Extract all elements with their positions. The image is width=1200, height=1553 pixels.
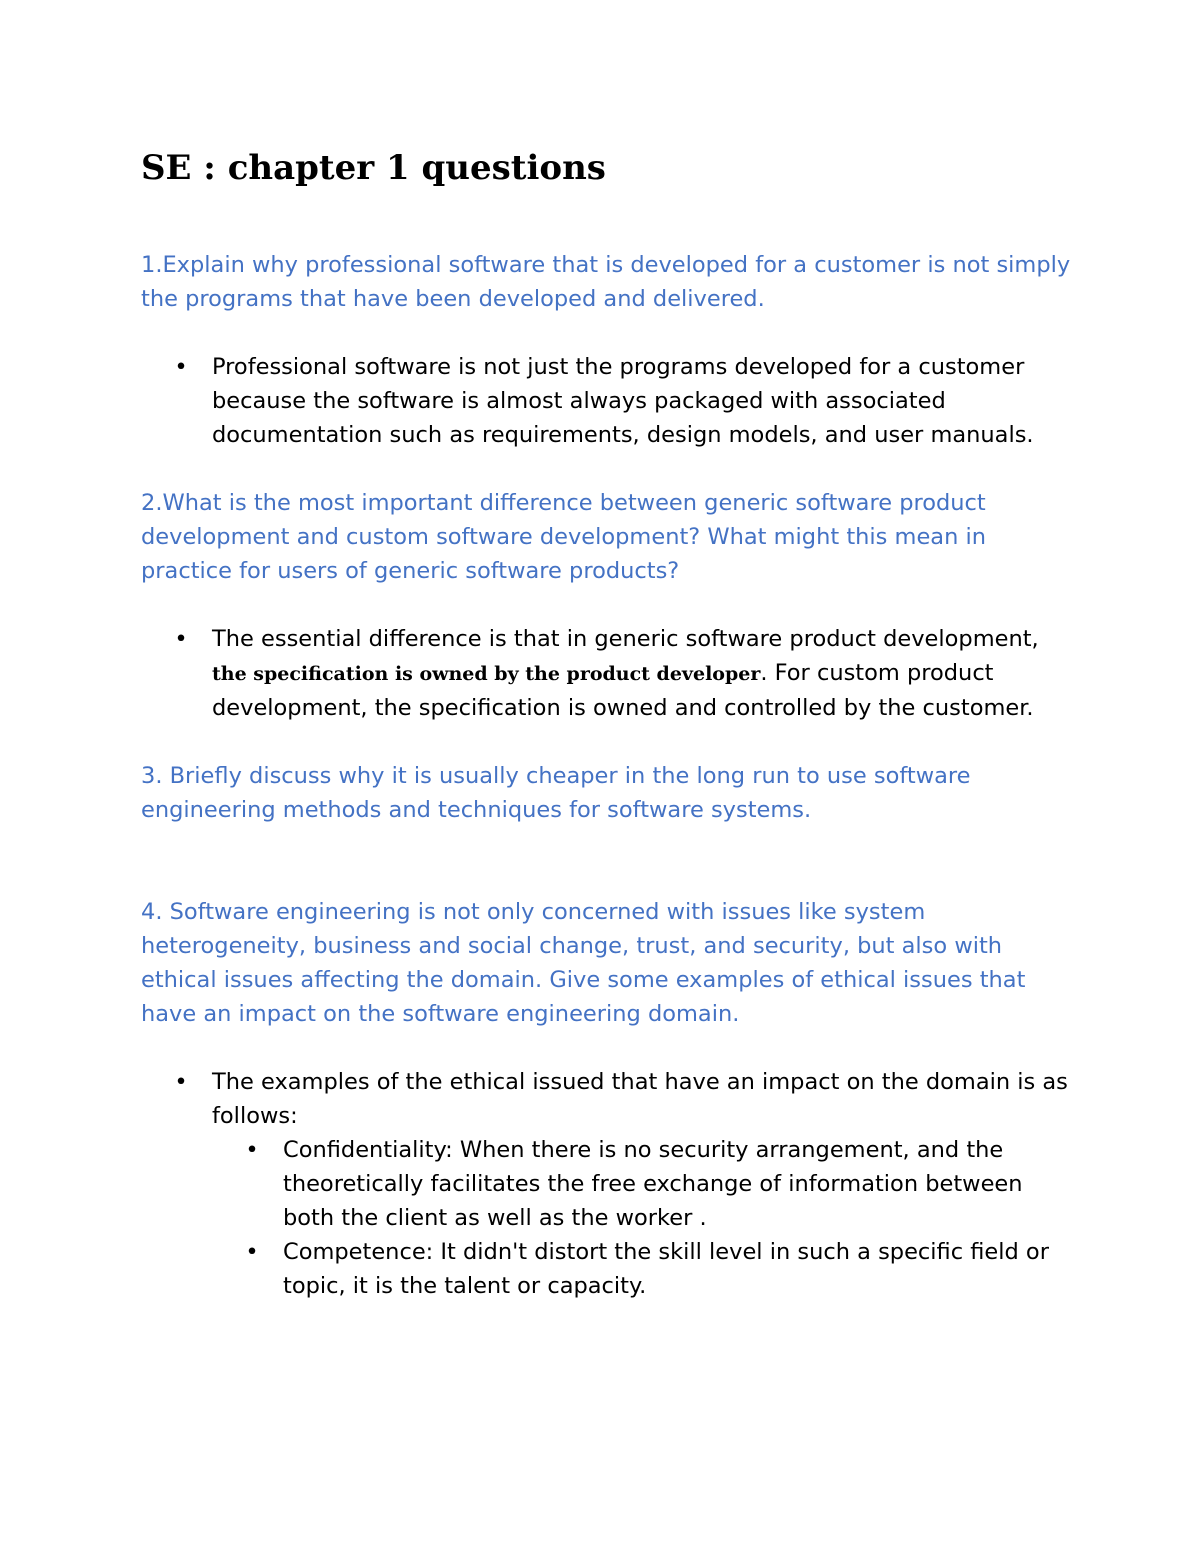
- ethical-issue-text: Competence: It didn't distort the skill level in such a specific field or topic, it is the talent or capacity.: [283, 1239, 1049, 1299]
- question-3: 3. Briefly discuss why it is usually cheaper in the long run to use software engineering methods and techniques for software systems.: [141, 763, 971, 823]
- ethical-issue-text: Confidentiality: When there is no security arrangement, and the theoretically facilitates the free exchange of information between both the client as well as the worker .: [283, 1137, 1023, 1231]
- spacer: [141, 316, 1071, 350]
- answer-2: [141, 622, 1071, 725]
- bullet-icon: •: [245, 1239, 259, 1265]
- answer-4-intro: The examples of the ethical issued that have an impact on the domain is as follows:: [212, 1069, 1068, 1129]
- question-4: 4. Software engineering is not only concerned with issues like system heterogeneity, business and social change, trust, and security, but also with ethical issues affecting the domain. Give some examples of ethical issues that have an impact on the software engineering domain.: [141, 899, 1026, 1027]
- answer-2-emphasis: the specification is owned by the product developer: [212, 663, 761, 685]
- answer-2-text-start: The essential difference is that in generic software product development,: [212, 626, 1039, 652]
- answer-1-text: Professional software is not just the programs developed for a customer because the software is almost always packaged with associated documentation such as requirements, design models, and user manuals.: [212, 354, 1034, 448]
- question-2: 2.What is the most important difference between generic software product development and custom software development? What might this mean in practice for users of generic software products?: [141, 490, 987, 584]
- spacer: [141, 452, 1071, 486]
- ethical-issues-list: [212, 1133, 1071, 1303]
- spacer: [141, 588, 1071, 622]
- answer-4-list: [141, 1065, 1071, 1303]
- answer-2-list: [141, 622, 1071, 725]
- ethical-issue-competence: [212, 1235, 1071, 1303]
- answer-1-list: [141, 350, 1071, 452]
- answer-1: [141, 350, 1071, 452]
- document-page: [141, 138, 1071, 1303]
- document-title: SE : chapter 1 questions: [141, 148, 606, 188]
- spacer: [141, 725, 1071, 759]
- ethical-issue-confidentiality: [212, 1133, 1071, 1235]
- answer-2-text-end: . For custom product development, the specification is owned and controlled by the customer.: [212, 660, 1034, 721]
- spacer: [141, 1031, 1071, 1065]
- bullet-icon: •: [174, 1069, 188, 1095]
- answer-4: [141, 1065, 1071, 1303]
- spacer: [141, 827, 1071, 895]
- spacer: [141, 198, 1071, 248]
- bullet-icon: •: [174, 626, 188, 652]
- bullet-icon: •: [245, 1137, 259, 1163]
- question-1: 1.Explain why professional software that is developed for a customer is not simply the programs that have been developed and delivered.: [141, 252, 1071, 312]
- bullet-icon: •: [174, 354, 188, 380]
